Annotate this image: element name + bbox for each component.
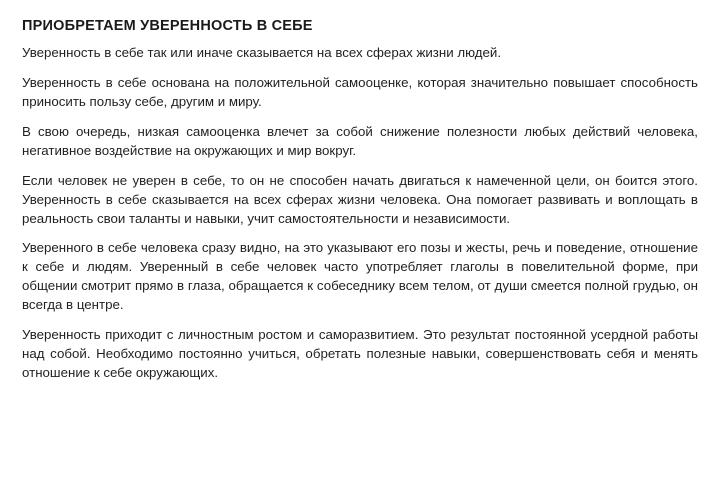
paragraph-3: В свою очередь, низкая самооценка влечет за собой снижение полезности любых действий человека, негативное воздействие на окружающих и мир вокруг. xyxy=(22,124,698,158)
paragraph-2: Уверенность в себе основана на положительной самооценке, которая значительно повышает способность приносить пользу себе, другим и миру. xyxy=(22,75,698,110)
page-title: ПРИОБРЕТАЕМ УВЕРЕННОСТЬ В СЕБЕ xyxy=(22,18,313,34)
paragraph-1: Уверенность в себе так или иначе сказывается на всех сферах жизни людей. xyxy=(22,45,502,61)
paragraph-6: Уверенность приходит с личностным ростом и саморазвитием. Это результат постоянной усердной работы над собой. Необходимо постоянно учиться, обретать полезные навыки, совершенствовать себя и менять отношение к себе окружающих. xyxy=(22,326,698,380)
paragraph-4: Если человек не уверен в себе, то он не способен начать двигаться к намеченной цели, он боится этого. Уверенность в себе сказывается на всех сферах жизни человека. Она помогает развивать и воплощать в реальность свои таланты и навыки, учит самостоятельности и независимости. xyxy=(22,172,698,226)
paragraph-5: Уверенного в себе человека сразу видно, на это указывают его позы и жесты, речь и поведение, отношение к себе и людям. Уверенный в себе человек часто употребляет глаголы в повелительной форме, при общении смотрит прямо в глаза, обращается к собеседнику всем телом, от души смеется полной грудью, он всегда в центре. xyxy=(22,240,698,313)
